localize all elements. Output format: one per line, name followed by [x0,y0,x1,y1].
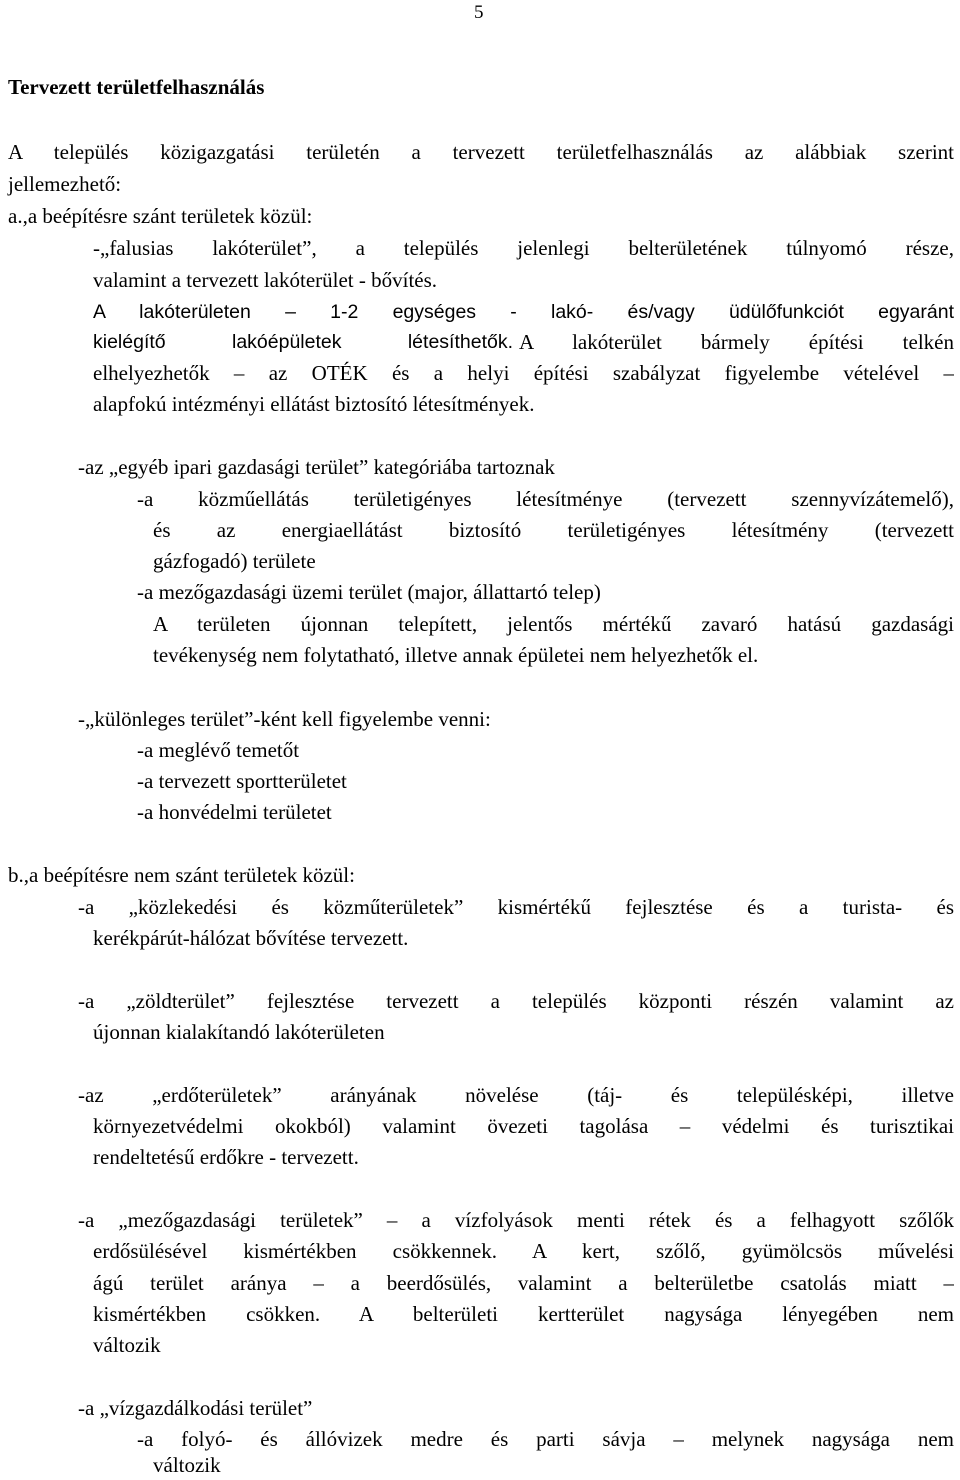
text-line: és az energiaellátást biztosító területigényes létesítmény (tervezett [153,518,954,542]
page-number: 5 [474,2,484,23]
text-line: elhelyezhetők – az OTÉK és a helyi építési szabályzat figyelembe vételével – [93,361,954,385]
text-line: A lakóterület bármely építési telkén [519,330,954,354]
text-line: alapfokú intézményi ellátást biztosító létesítmények. [93,392,535,416]
text-line: -az „erdőterületek” arányának növelése (táj- és településképi, illetve [78,1083,954,1107]
text-line: valamint a tervezett lakóterület - bővítés. [93,268,438,292]
text-line: jellemezhető: [8,172,122,196]
text-line: ágú terület aránya – a beerdősülés, valamint a belterületbe csatolás miatt – [93,1271,954,1295]
text-line: tevékenység nem folytatható, illetve annak épületei nem helyezhetők el. [153,643,759,667]
text-line: rendeltetésű erdőkre - tervezett. [93,1145,359,1169]
text-line: -a honvédelmi területet [137,800,332,824]
text-line: kielégítő lakóépületek létesíthetők. [93,331,513,353]
text-line: -a „közlekedési és közműterületek” kismértékű fejlesztése és a turista- és [78,895,954,919]
text-line: A lakóterületen – 1-2 egységes - lakó- és/vagy üdülőfunkciót egyaránt [93,301,954,323]
section-heading-a: a.,a beépítésre szánt területek közül: [8,204,313,228]
text-line: változik [153,1453,221,1477]
text-line: -a „vízgazdálkodási terület” [78,1396,313,1420]
text-line: -a mezőgazdasági üzemi terület (major, állattartó telep) [137,580,601,604]
text-line: változik [93,1333,161,1357]
document-title: Tervezett területfelhasználás [8,75,265,99]
text-line: kismértékben csökken. A belterületi kertterület nagysága lényegében nem [93,1302,954,1326]
text-line: A település közigazgatási területén a tervezett területfelhasználás az alábbiak szerint [8,140,954,164]
text-line: A területen újonnan telepített, jelentős mértékű zavaró hatású gazdasági [153,612,954,636]
text-line: -a folyó- és állóvizek medre és parti sávja – melynek nagysága nem [137,1427,954,1451]
text-line: gázfogadó) területe [153,549,316,573]
text-line: erdősülésével kismértékben csökkennek. A kert, szőlő, gyümölcsös művelési [93,1239,954,1263]
text-line: -a meglévő temetőt [137,738,300,762]
text-line: -a tervezett sportterületet [137,769,347,793]
text-line: újonnan kialakítandó lakóterületen [93,1020,385,1044]
text-line: -a „zöldterület” fejlesztése tervezett a település központi részén valamint az [78,989,954,1013]
text-line: -a közműellátás területigényes létesítménye (tervezett szennyvízátemelő), [137,487,954,511]
section-heading-b: b.,a beépítésre nem szánt területek közül: [8,863,355,887]
text-line: környezetvédelmi okokból) valamint övezeti tagolása – védelmi és turisztikai [93,1114,954,1138]
text-line: -az „egyéb ipari gazdasági terület” kategóriába tartoznak [78,455,555,479]
text-line: kerékpárút-hálózat bővítése tervezett. [93,926,409,950]
text-line: -„különleges terület”-ként kell figyelembe venni: [78,707,491,731]
text-line: -a „mezőgazdasági területek” – a vízfolyások menti rétek és a felhagyott szőlők [78,1208,954,1232]
text-line: -„falusias lakóterület”, a település jelenlegi belterületének túlnyomó része, [93,236,954,260]
